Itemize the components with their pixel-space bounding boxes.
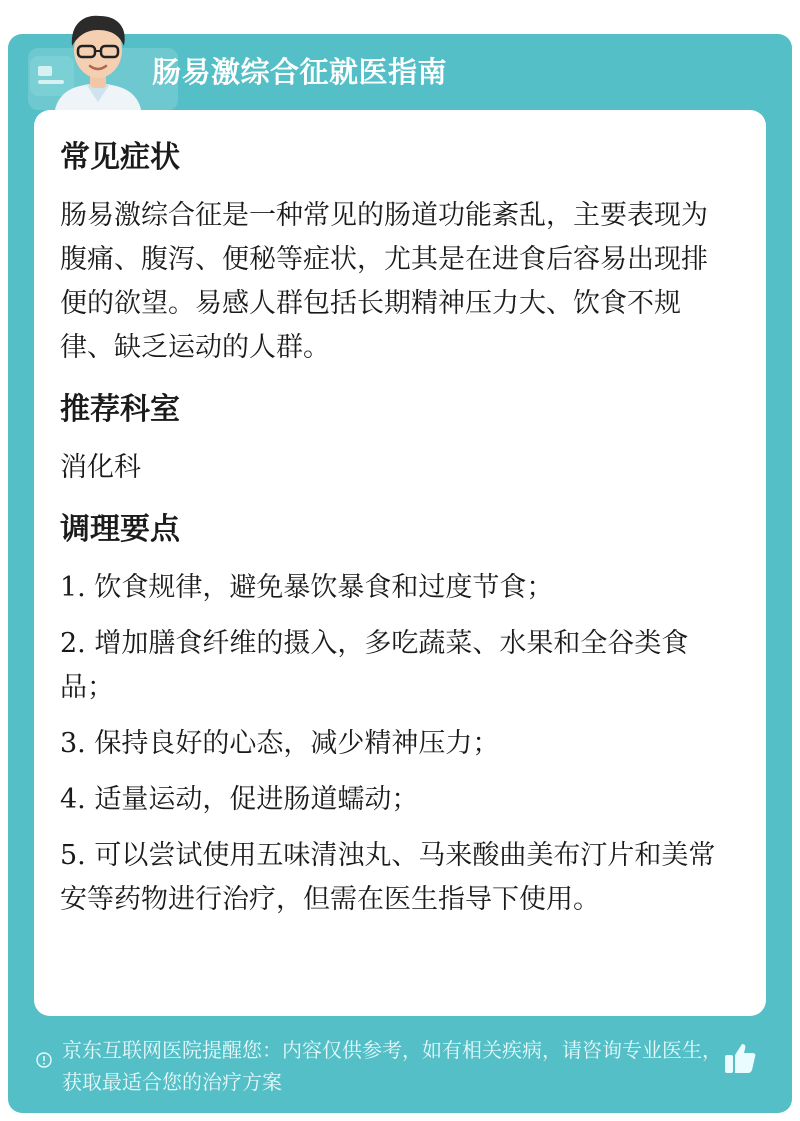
- list-item: [60, 722, 732, 766]
- list-item: [60, 834, 732, 922]
- symptoms-heading: 常见症状: [60, 140, 180, 175]
- content-card: [34, 110, 766, 1016]
- list-item-text: 适量运动，促进肠道蠕动；: [85, 784, 419, 815]
- department-text: 消化科: [60, 452, 141, 483]
- list-item-number: 1.: [60, 572, 86, 603]
- list-item-number: 2.: [60, 628, 86, 659]
- thumbs-up-icon[interactable]: [722, 1040, 758, 1076]
- care-list: [60, 566, 732, 922]
- list-item-text: 保持良好的心态，减少精神压力；: [85, 728, 500, 759]
- list-item: [60, 622, 732, 710]
- info-icon: [36, 1052, 52, 1068]
- list-item-text: 增加膳食纤维的摄入，多吃蔬菜、水果和全谷类食品；: [60, 628, 689, 703]
- list-item: [60, 566, 732, 610]
- page-title: 肠易激综合征就医指南: [152, 55, 448, 89]
- list-item-number: 4.: [60, 784, 86, 815]
- disclaimer-text: 京东互联网医院提醒您：内容仅供参考，如有相关疾病，请咨询专业医生，获取最适合您的治疗方案: [62, 1038, 722, 1094]
- list-item-number: 3.: [60, 728, 86, 759]
- doctor-avatar: [46, 6, 150, 116]
- symptoms-text: 肠易激综合征是一种常见的肠道功能紊乱，主要表现为腹痛、腹泻、便秘等症状，尤其是在进食后容易出现排便的欲望。易感人群包括长期精神压力大、饮食不规律、缺乏运动的人群。: [60, 200, 708, 363]
- care-heading: 调理要点: [60, 512, 180, 547]
- list-item-text: 可以尝试使用五味清浊丸、马来酸曲美布汀片和美常安等药物进行治疗，但需在医生指导下使用。: [60, 840, 716, 915]
- card-content: [60, 132, 732, 922]
- list-item-text: 饮食规律，避免暴饮暴食和过度节食；: [85, 572, 554, 603]
- list-item-number: 5.: [60, 840, 86, 871]
- department-heading: 推荐科室: [60, 392, 180, 427]
- list-item: [60, 778, 732, 822]
